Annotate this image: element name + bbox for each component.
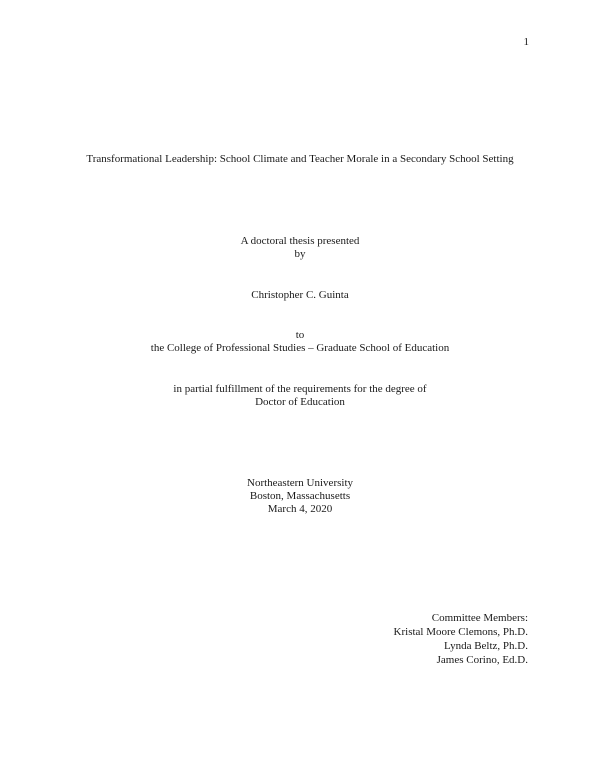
fulfillment-line: in partial fulfillment of the requirements for the degree of xyxy=(173,383,427,395)
college-line: the College of Professional Studies – Graduate School of Education xyxy=(150,342,450,354)
author-name: Christopher C. Guinta xyxy=(251,289,349,301)
university-name: Northeastern University xyxy=(247,477,353,489)
committee-heading: Committee Members: xyxy=(431,612,528,624)
presented-line: A doctoral thesis presented xyxy=(240,235,360,247)
to-line: to xyxy=(295,329,305,341)
thesis-title: Transformational Leadership: School Climate and Teacher Morale in a Secondary School Setting xyxy=(86,153,514,165)
page-number: 1 xyxy=(523,36,529,48)
university-location: Boston, Massachusetts xyxy=(249,490,351,502)
by-line: by xyxy=(294,248,306,260)
committee-member: Lynda Beltz, Ph.D. xyxy=(443,640,528,652)
committee-member: Kristal Moore Clemons, Ph.D. xyxy=(393,626,528,638)
committee-member: James Corino, Ed.D. xyxy=(436,654,528,666)
submission-date: March 4, 2020 xyxy=(267,503,333,515)
degree-name: Doctor of Education xyxy=(255,396,345,408)
